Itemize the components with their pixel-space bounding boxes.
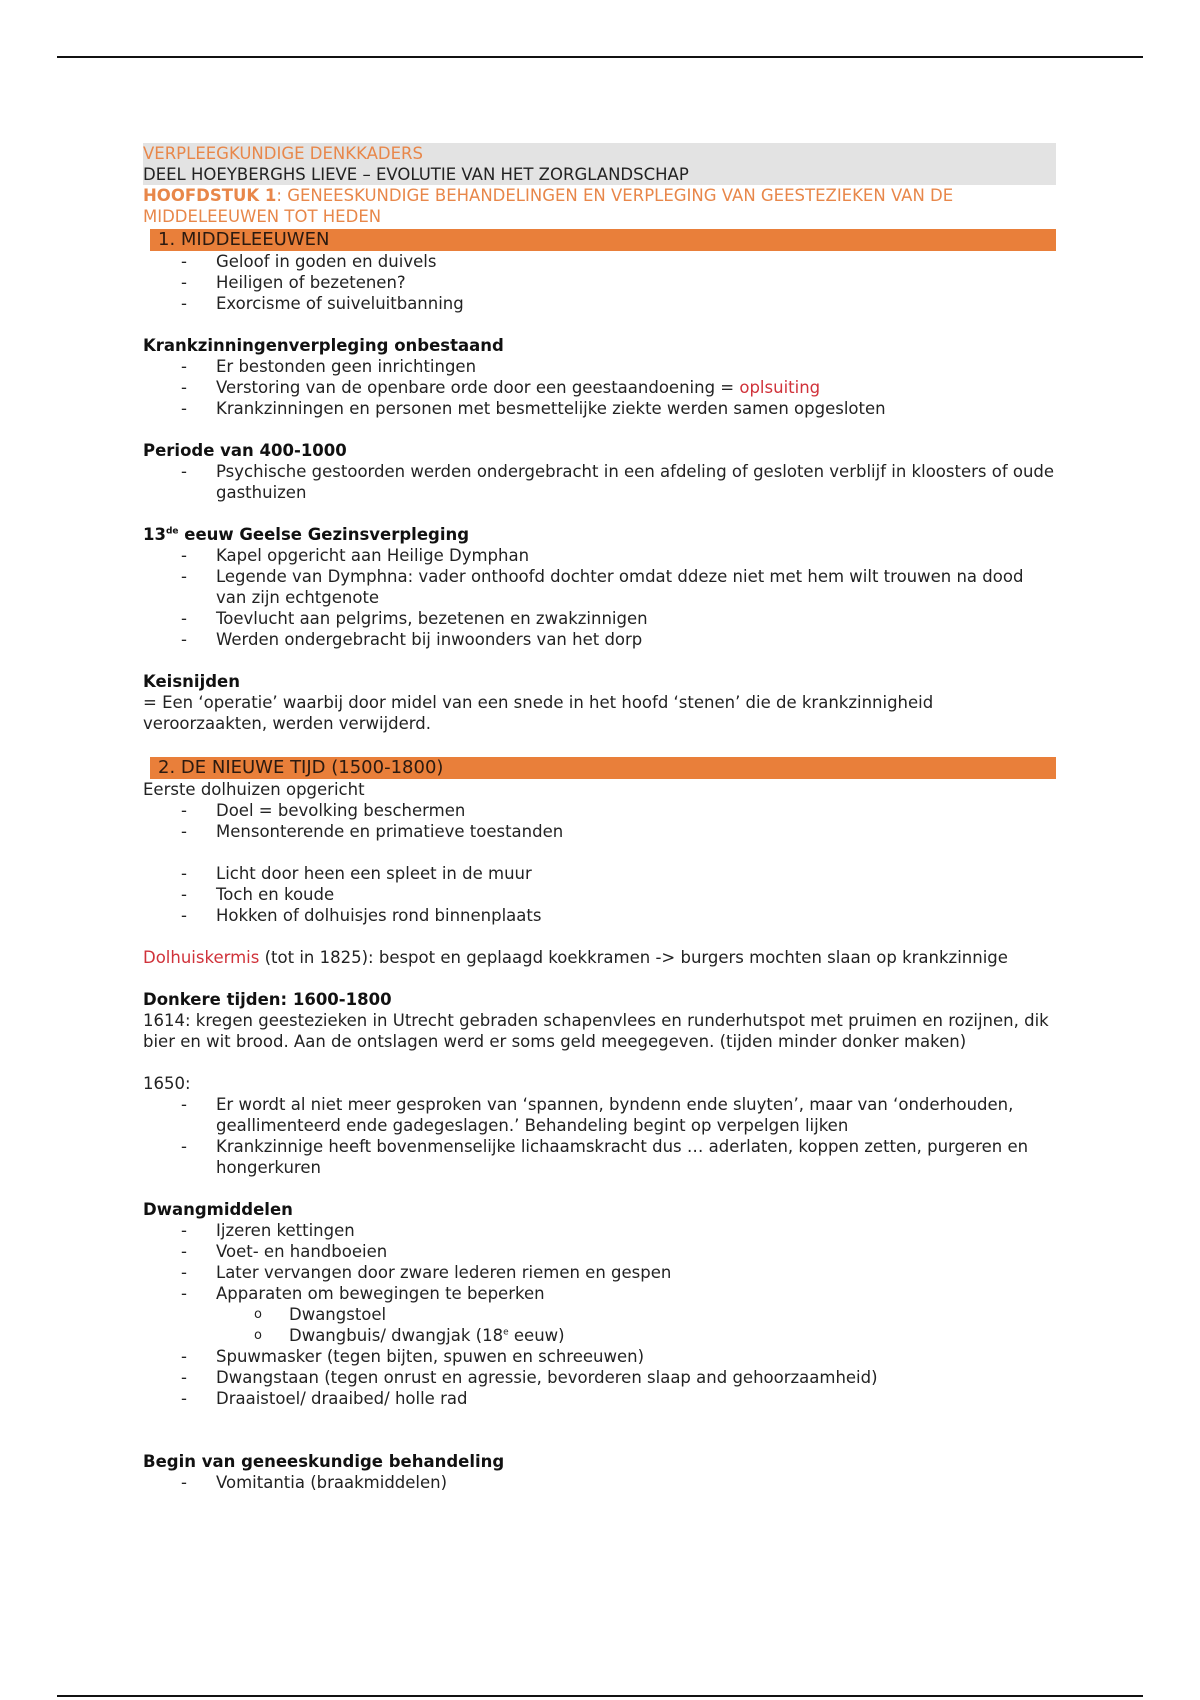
list-item: - Later vervangen door zware lederen riemen en gespen (143, 1262, 1056, 1283)
year-1650: 1650: (143, 1074, 191, 1093)
top-rule (57, 56, 1143, 58)
list-item: - Apparaten om bewegingen te beperken (143, 1283, 1056, 1304)
highlight-dolhuiskermis: Dolhuiskermis (143, 948, 260, 967)
section-heading-middeleeuwen: 1. MIDDELEEUWEN (150, 229, 1056, 251)
item-text: eeuw) (508, 1326, 565, 1345)
list-item: - Geloof in goden en duivels (143, 251, 1056, 272)
chapter-text: : GENEESKUNDIGE BEHANDELINGEN EN VERPLEGING VAN GEESTEZIEKEN VAN DE MIDDELEEUWEN TOT HEDEN (143, 186, 954, 226)
list-item: - Ijzeren kettingen (143, 1220, 1056, 1241)
heading-keisnijden: Keisnijden (143, 672, 240, 691)
list-item: - Hokken of dolhuisjes rond binnenplaats (143, 905, 1056, 926)
list-item: - Er wordt al niet meer gesproken van ‘spannen, byndenn ende sluyten’, maar van ‘onderhouden, geallimenteerd ende gadegeslagen.’ Behandeling begint op verpelgen lijken (143, 1094, 1056, 1136)
item-text: Dwangbuis/ dwangjak (18 (289, 1326, 504, 1345)
list-item: - Werden ondergebracht bij inwoonders van het dorp (143, 629, 1056, 650)
list-item: - Dwangstaan (tegen onrust en agressie, bevorderen slaap and gehoorzaamheid) (143, 1367, 1056, 1388)
paragraph-text: (tot in 1825): bespot en geplaagd koekkramen -> burgers mochten slaan op krankzinnige (259, 948, 1008, 967)
behandeling-list (143, 1472, 1056, 1493)
chapter-title (143, 185, 1056, 227)
list-item: - Heiligen of bezetenen? (143, 272, 1056, 293)
heading-num: 13 (143, 525, 166, 544)
item-sup: e (503, 1327, 509, 1338)
heading-donkere-tijden: Donkere tijden: 1600-1800 (143, 990, 392, 1009)
heading-krankzinningenverpleging: Krankzinningenverpleging onbestaand (143, 336, 504, 355)
item-text: Verstoring van de openbare orde door een geestaandoening = (216, 378, 740, 397)
dolhuizen-list-a (143, 800, 1056, 842)
course-title: VERPLEEGKUNDIGE DENKKADERS (143, 144, 423, 163)
keisnijden-text: = Een ‘operatie’ waarbij door midel van een snede in het hoofd ‘stenen’ die de krankzinnigheid veroorzaakten, werden verwijderd. (143, 693, 934, 733)
list-item: - Voet- en handboeien (143, 1241, 1056, 1262)
title-band (143, 143, 1056, 185)
geel-list (143, 545, 1056, 650)
nieuwe-tijd-intro: Eerste dolhuizen opgericht (143, 780, 365, 799)
list-item: - Krankzinnige heeft bovenmenselijke lichaamskracht dus … aderlaten, koppen zetten, purgeren en hongerkuren (143, 1136, 1056, 1178)
list-item (143, 377, 1056, 398)
dwang-list (143, 1220, 1056, 1304)
document-page (143, 143, 1056, 1493)
periode-list (143, 461, 1056, 503)
list-item: - Exorcisme of suiveluitbanning (143, 293, 1056, 314)
list-item: - Licht door heen een spleet in de muur (143, 863, 1056, 884)
chapter-label: HOOFDSTUK 1 (143, 186, 277, 205)
dolhuiskermis-paragraph (143, 947, 1056, 968)
heading-dwangmiddelen: Dwangmiddelen (143, 1200, 293, 1219)
heading-rest: eeuw Geelse Gezinsverpleging (178, 525, 470, 544)
heading-sup: de (165, 526, 179, 537)
list-item: - Doel = bevolking beschermen (143, 800, 1056, 821)
bottom-rule (57, 1695, 1143, 1697)
dwang-list-2 (143, 1346, 1056, 1409)
dwang-sublist (143, 1304, 1056, 1346)
intro-list (143, 251, 1056, 314)
highlight-oplsuiting: oplsuiting (739, 378, 821, 397)
list-item: - Draaistoel/ draaibed/ holle rad (143, 1388, 1056, 1409)
list-1650 (143, 1094, 1056, 1178)
dolhuizen-list-b (143, 863, 1056, 926)
list-item: - Mensonterende en primatieve toestanden (143, 821, 1056, 842)
heading-geelse-gezinsverpleging (143, 524, 1056, 545)
list-item: - Krankzinningen en personen met besmettelijke ziekte werden samen opgesloten (143, 398, 1056, 419)
list-item: - Er bestonden geen inrichtingen (143, 356, 1056, 377)
list-item: - Psychische gestoorden werden ondergebracht in een afdeling of gesloten verblijf in kloosters of oude gasthuizen (143, 461, 1056, 503)
list-item: - Spuwmasker (tegen bijten, spuwen en schreeuwen) (143, 1346, 1056, 1367)
list-item: - Legende van Dymphna: vader onthoofd dochter omdat ddeze niet met hem wilt trouwen na dood van zijn echtgenote (143, 566, 1056, 608)
heading-periode: Periode van 400-1000 (143, 441, 347, 460)
part-title: DEEL HOEYBERGHS LIEVE – EVOLUTIE VAN HET ZORGLANDSCHAP (143, 165, 689, 184)
krank-list (143, 356, 1056, 419)
sub-list-item (143, 1325, 1056, 1346)
list-item: - Vomitantia (braakmiddelen) (143, 1472, 1056, 1493)
list-item: - Toevlucht aan pelgrims, bezetenen en zwakzinnigen (143, 608, 1056, 629)
donkere-tijden-text: 1614: kregen geestezieken in Utrecht gebraden schapenvlees en runderhutspot met pruimen en rozijnen, dik bier en wit brood. Aan de ontslagen werd er soms geld meegegeven. (tijden minder donker maken) (143, 1011, 1049, 1051)
section-heading-nieuwe-tijd: 2. DE NIEUWE TIJD (1500-1800) (150, 757, 1056, 779)
sub-list-item: o Dwangstoel (143, 1304, 1056, 1325)
list-item: - Toch en koude (143, 884, 1056, 905)
list-item: - Kapel opgericht aan Heilige Dymphan (143, 545, 1056, 566)
heading-geneeskundige-behandeling: Begin van geneeskundige behandeling (143, 1452, 505, 1471)
